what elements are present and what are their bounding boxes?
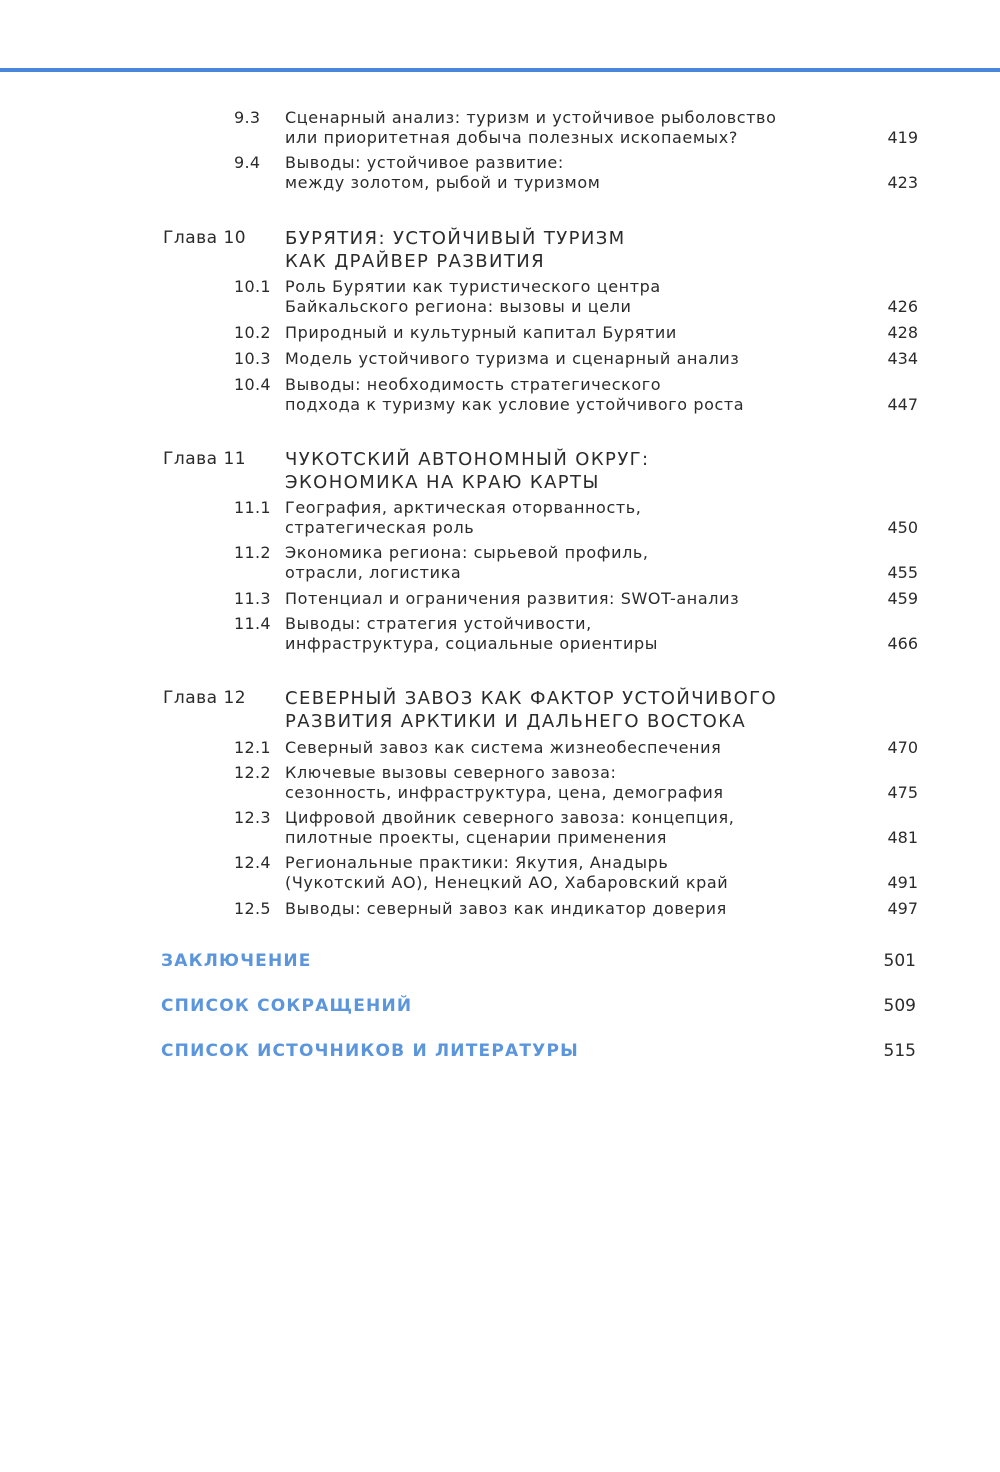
section-title[interactable]: Выводы: северный завоз как индикатор доверия xyxy=(285,899,727,918)
section-title[interactable]: Цифровой двойник северного завоза: концепция, пилотные проекты, сценарии применения xyxy=(285,808,735,847)
section-number: 9.4 xyxy=(234,153,261,172)
section-number: 10.3 xyxy=(234,349,271,368)
page-number: 470 xyxy=(887,738,918,757)
page-number: 447 xyxy=(887,395,918,414)
page-number: 497 xyxy=(887,899,918,918)
chapter-title[interactable]: ЧУКОТСКИЙ АВТОНОМНЫЙ ОКРУГ: ЭКОНОМИКА НА КРАЮ КАРТЫ xyxy=(285,449,650,493)
section-title[interactable]: Региональные практики: Якутия, Анадырь (Чукотский АО), Ненецкий АО, Хабаровский край xyxy=(285,853,729,892)
page-number: 481 xyxy=(887,828,918,847)
final-section-title[interactable]: СПИСОК СОКРАЩЕНИЙ xyxy=(161,996,413,1016)
header-rule xyxy=(0,68,1000,72)
page-number: 491 xyxy=(887,873,918,892)
section-title[interactable]: Природный и культурный капитал Бурятии xyxy=(285,323,677,342)
page-number: 419 xyxy=(887,128,918,147)
page-number: 426 xyxy=(887,297,918,316)
section-title[interactable]: Северный завоз как система жизнеобеспечения xyxy=(285,738,722,757)
section-title[interactable]: Экономика региона: сырьевой профиль, отрасли, логистика xyxy=(285,543,649,582)
section-title[interactable]: Сценарный анализ: туризм и устойчивое рыболовство или приоритетная добыча полезных ископаемых? xyxy=(285,108,777,147)
section-title[interactable]: Роль Бурятии как туристического центра Байкальского региона: вызовы и цели xyxy=(285,277,661,316)
final-section-title[interactable]: СПИСОК ИСТОЧНИКОВ И ЛИТЕРАТУРЫ xyxy=(161,1041,579,1061)
chapter-label: Глава 10 xyxy=(163,228,247,248)
chapter-title[interactable]: СЕВЕРНЫЙ ЗАВОЗ КАК ФАКТОР УСТОЙЧИВОГО РАЗВИТИЯ АРКТИКИ И ДАЛЬНЕГО ВОСТОКА xyxy=(285,688,778,732)
section-number: 11.1 xyxy=(234,498,271,517)
page-number: 515 xyxy=(883,1041,916,1061)
section-number: 10.2 xyxy=(234,323,271,342)
section-title[interactable]: Ключевые вызовы северного завоза: сезонность, инфраструктура, цена, демография xyxy=(285,763,724,802)
section-number: 11.4 xyxy=(234,614,271,633)
page-number: 423 xyxy=(887,173,918,192)
section-number: 12.2 xyxy=(234,763,271,782)
section-number: 9.3 xyxy=(234,108,261,127)
section-title[interactable]: Модель устойчивого туризма и сценарный анализ xyxy=(285,349,740,368)
page-number: 501 xyxy=(883,951,916,971)
section-title[interactable]: Выводы: стратегия устойчивости, инфраструктура, социальные ориентиры xyxy=(285,614,658,653)
page-number: 455 xyxy=(887,563,918,582)
page-number: 466 xyxy=(887,634,918,653)
page-number: 434 xyxy=(887,349,918,368)
chapter-title[interactable]: БУРЯТИЯ: УСТОЙЧИВЫЙ ТУРИЗМ КАК ДРАЙВЕР РАЗВИТИЯ xyxy=(285,228,626,272)
section-number: 11.2 xyxy=(234,543,271,562)
section-number: 12.5 xyxy=(234,899,271,918)
section-title[interactable]: Выводы: необходимость стратегического подхода к туризму как условие устойчивого роста xyxy=(285,375,745,414)
section-number: 12.4 xyxy=(234,853,271,872)
chapter-label: Глава 11 xyxy=(163,449,247,469)
page-number: 509 xyxy=(883,996,916,1016)
section-title[interactable]: Потенциал и ограничения развития: SWOT-анализ xyxy=(285,589,740,608)
section-number: 12.3 xyxy=(234,808,271,827)
section-title[interactable]: География, арктическая оторванность, стратегическая роль xyxy=(285,498,642,537)
final-section-title[interactable]: ЗАКЛЮЧЕНИЕ xyxy=(161,951,312,971)
section-number: 10.1 xyxy=(234,277,271,296)
page-number: 450 xyxy=(887,518,918,537)
section-number: 11.3 xyxy=(234,589,271,608)
section-number: 12.1 xyxy=(234,738,271,757)
page-number: 459 xyxy=(887,589,918,608)
chapter-label: Глава 12 xyxy=(163,688,247,708)
section-title[interactable]: Выводы: устойчивое развитие: между золотом, рыбой и туризмом xyxy=(285,153,601,192)
page-number: 428 xyxy=(887,323,918,342)
section-number: 10.4 xyxy=(234,375,271,394)
page-number: 475 xyxy=(887,783,918,802)
